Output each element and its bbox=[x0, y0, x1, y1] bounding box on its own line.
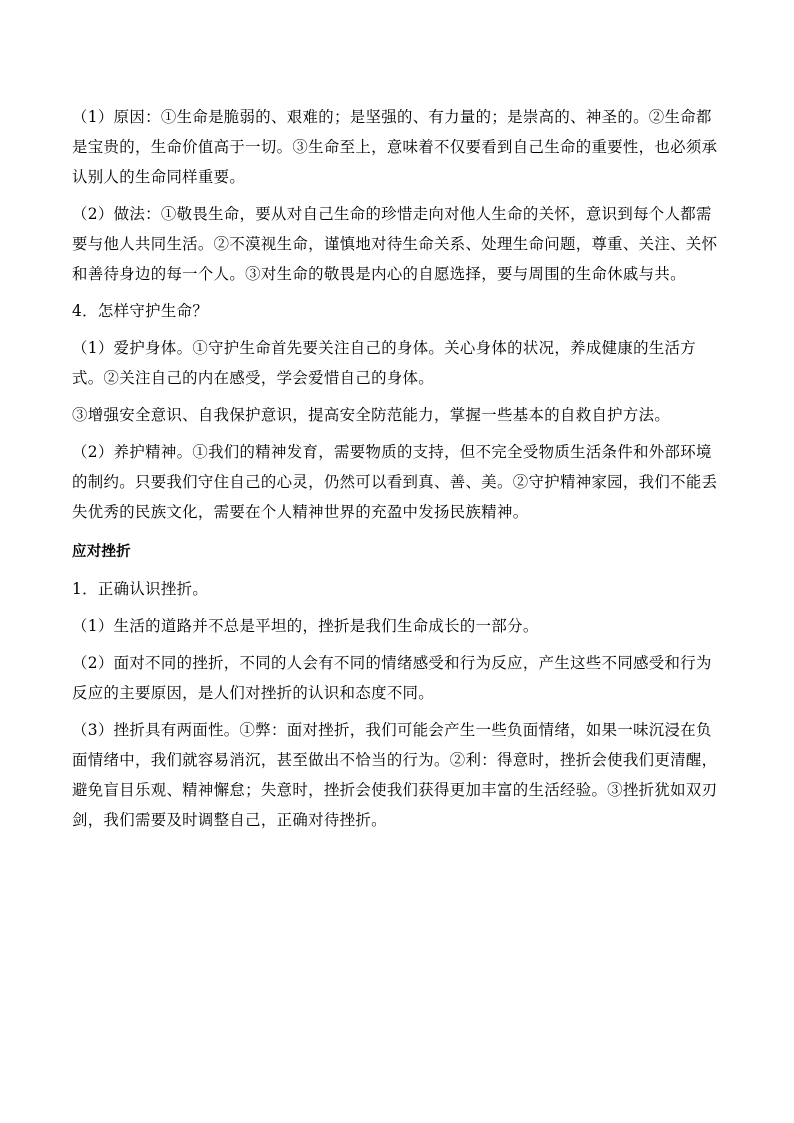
section-subheading: 1．正确认识挫折。 bbox=[72, 580, 209, 598]
document-page bbox=[72, 102, 724, 835]
paragraph-spirit-care: （2）养护精神。①我们的精神发育，需要物质的支持，但不完全受物质生活条件和外部环境的制约。只要我们守住自己的心灵，仍然可以看到真、善、美。②守护精神家园，我们不能丢失优秀的民族文化，需要在个人精神世界的充盈中发扬民族精神。 bbox=[72, 443, 718, 521]
paragraph-frustration-part: （1）生活的道路并不总是平坦的，挫折是我们生命成长的一部分。 bbox=[72, 617, 539, 635]
paragraph-reason: （1）原因：①生命是脆弱的、艰难的；是坚强的、有力量的；是崇高的、神圣的。②生命都是宝贵的，生命价值高于一切。③生命至上，意味着不仅要看到自己生命的重要性，也必须承认别人的生命同样重要。 bbox=[72, 108, 718, 186]
paragraph-safety: ③增强安全意识、自我保护意识，提高安全防范能力，掌握一些基本的自救自护方法。 bbox=[72, 406, 671, 424]
section-heading: 应对挫折 bbox=[72, 544, 131, 560]
paragraph-body-care: （1）爱护身体。①守护生命首先要关注自己的身体。关心身体的状况，养成健康的生活方式。②关注自己的内在感受，学会爱惜自己的身体。 bbox=[72, 339, 697, 387]
paragraph-frustration-two-sides: （3）挫折具有两面性。①弊：面对挫折，我们可能会产生一些负面情绪，如果一味沉浸在负面情绪中，我们就容易消沉，甚至做出不恰当的行为。②利：得意时，挫折会使我们更清醒，避免盲目乐观、精神懈怠；失意时，挫折会使我们获得更加丰富的生活经验。③挫折犹如双刃剑，我们需要及时调整自己，正确对待挫折。 bbox=[72, 721, 718, 829]
paragraph-frustration-reaction: （2）面对不同的挫折，不同的人会有不同的情绪感受和行为反应，产生这些不同感受和行为反应的主要原因，是人们对挫折的认识和态度不同。 bbox=[72, 654, 712, 702]
paragraph-method: （2）做法：①敬畏生命，要从对自己生命的珍惜走向对他人生命的关怀，意识到每个人都需要与他人共同生活。②不漠视生命，谨慎地对待生命关系、处理生命问题，尊重、关注、关怀和善待身边的每一个人。③对生命的敬畏是内心的自愿选择，要与周围的生命休戚与共。 bbox=[72, 205, 718, 283]
question-heading: 4．怎样守护生命？ bbox=[72, 302, 209, 320]
